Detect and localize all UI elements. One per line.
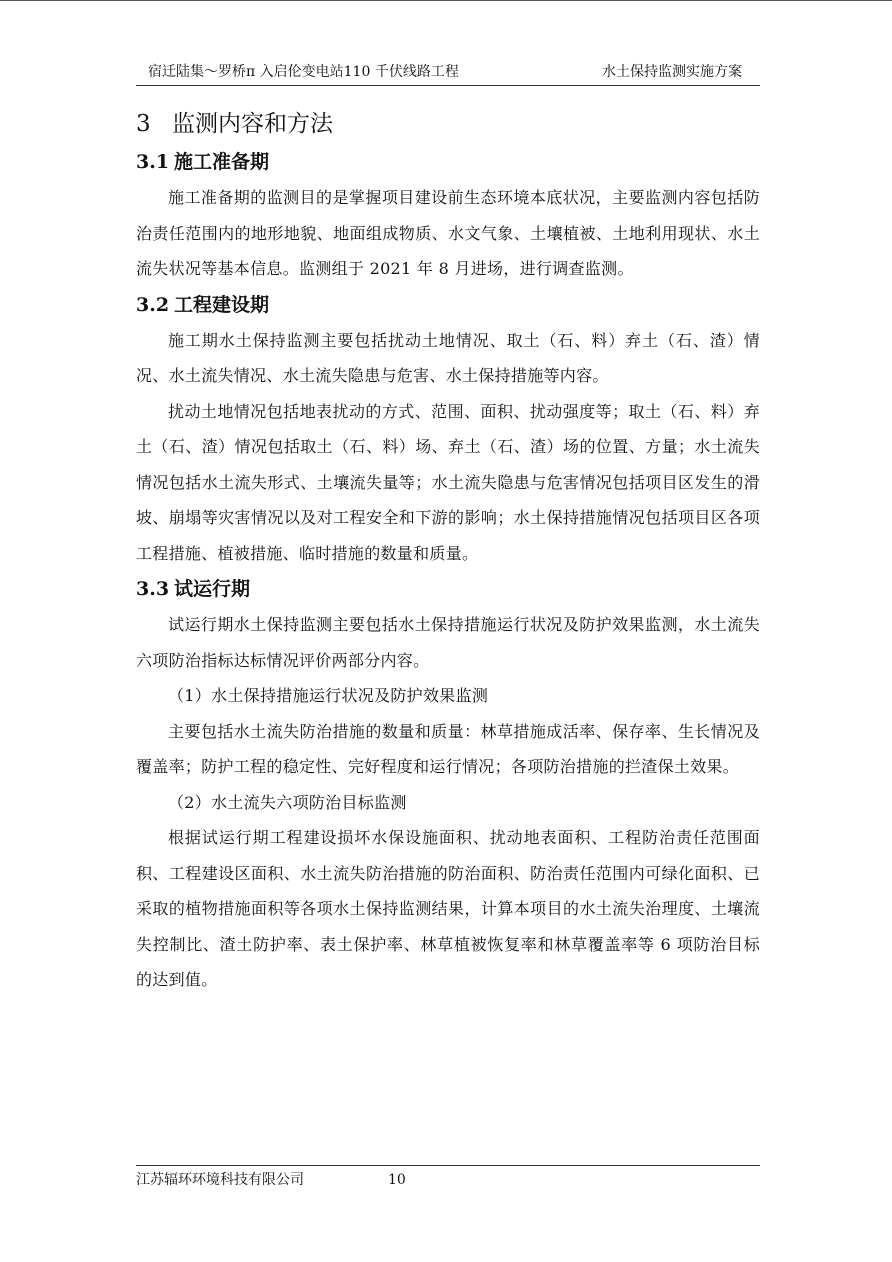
header-document-title: 水土保持监测实施方案 (602, 64, 742, 80)
section-number: 3.3 (136, 578, 170, 600)
subheading-3-3-item-2: （2）水土流失六项防治目标监测 (168, 792, 407, 812)
chapter-heading (136, 104, 760, 144)
section-title: 试运行期 (174, 578, 251, 600)
page-footer (136, 1165, 760, 1188)
chapter-title: 监测内容和方法 (172, 111, 333, 137)
header-project-title: 宿迁陆集～罗桥π 入启伦变电站110 千伏线路工程 (148, 64, 459, 80)
page-header (136, 60, 760, 86)
paragraph-3-2-2: 扰动土地情况包括地表扰动的方式、范围、面积、扰动强度等；取土（石、料）弃土（石、渣）情况包括取土（石、料）场、弃土（石、渣）场的位置、方量；水土流失情况包括水土流失形式、土壤流失量等；水土流失隐患与危害情况包括项目区发生的滑坡、崩塌等灾害情况以及对工程安全和下游的影响；水土保持措施情况包括项目区各项工程措施、植被措施、临时措施的数量和质量。 (136, 401, 760, 563)
footer-company-name: 江苏辐环环境科技有限公司 (136, 1172, 304, 1188)
paragraph-3-1-1: 施工准备期的监测目的是掌握项目建设前生态环境本底状况，主要监测内容包括防治责任范围内的地形地貌、地面组成物质、水文气象、土壤植被、土地利用现状、水土流失状况等基本信息。监测组于 2021 年 8 月进场，进行调查监测。 (136, 188, 760, 278)
page-top-border (0, 0, 892, 1)
subheading-3-3-item-1: （1）水土保持措施运行状况及防护效果监测 (168, 686, 489, 705)
page-number: 10 (388, 1172, 406, 1188)
section-heading-3-1 (136, 144, 760, 180)
section-number: 3.2 (136, 293, 170, 316)
section-number: 3.1 (136, 151, 170, 173)
page-content (136, 104, 760, 998)
chapter-number: 3 (136, 111, 151, 137)
section-heading-3-2 (136, 287, 760, 323)
paragraph-3-2-1: 施工期水土保持监测主要包括扰动土地情况、取土（石、料）弃土（石、渣）情况、水土流失情况、水土流失隐患与危害、水土保持措施等内容。 (136, 330, 760, 385)
section-heading-3-3 (136, 571, 760, 607)
paragraph-3-3-3: 根据试运行期工程建设损坏水保设施面积、扰动地表面积、工程防治责任范围面积、工程建设区面积、水土流失防治措施的防治面积、防治责任范围内可绿化面积、已采取的植物措施面积等各项水土保持监测结果，计算本项目的水土流失治理度、土壤流失控制比、渣土防护率、表土保护率、林草植被恢复率和林草覆盖率等 6 项防治目标的达到值。 (136, 828, 760, 989)
paragraph-3-3-1: 试运行期水土保持监测主要包括水土保持措施运行状况及防护效果监测，水土流失六项防治指标达标情况评价两部分内容。 (136, 615, 760, 670)
section-title: 施工准备期 (174, 151, 270, 173)
paragraph-3-3-2: 主要包括水土流失防治措施的数量和质量：林草措施成活率、保存率、生长情况及覆盖率；防护工程的稳定性、完好程度和运行情况；各项防治措施的拦渣保土效果。 (136, 721, 760, 776)
section-title: 工程建设期 (174, 293, 270, 316)
